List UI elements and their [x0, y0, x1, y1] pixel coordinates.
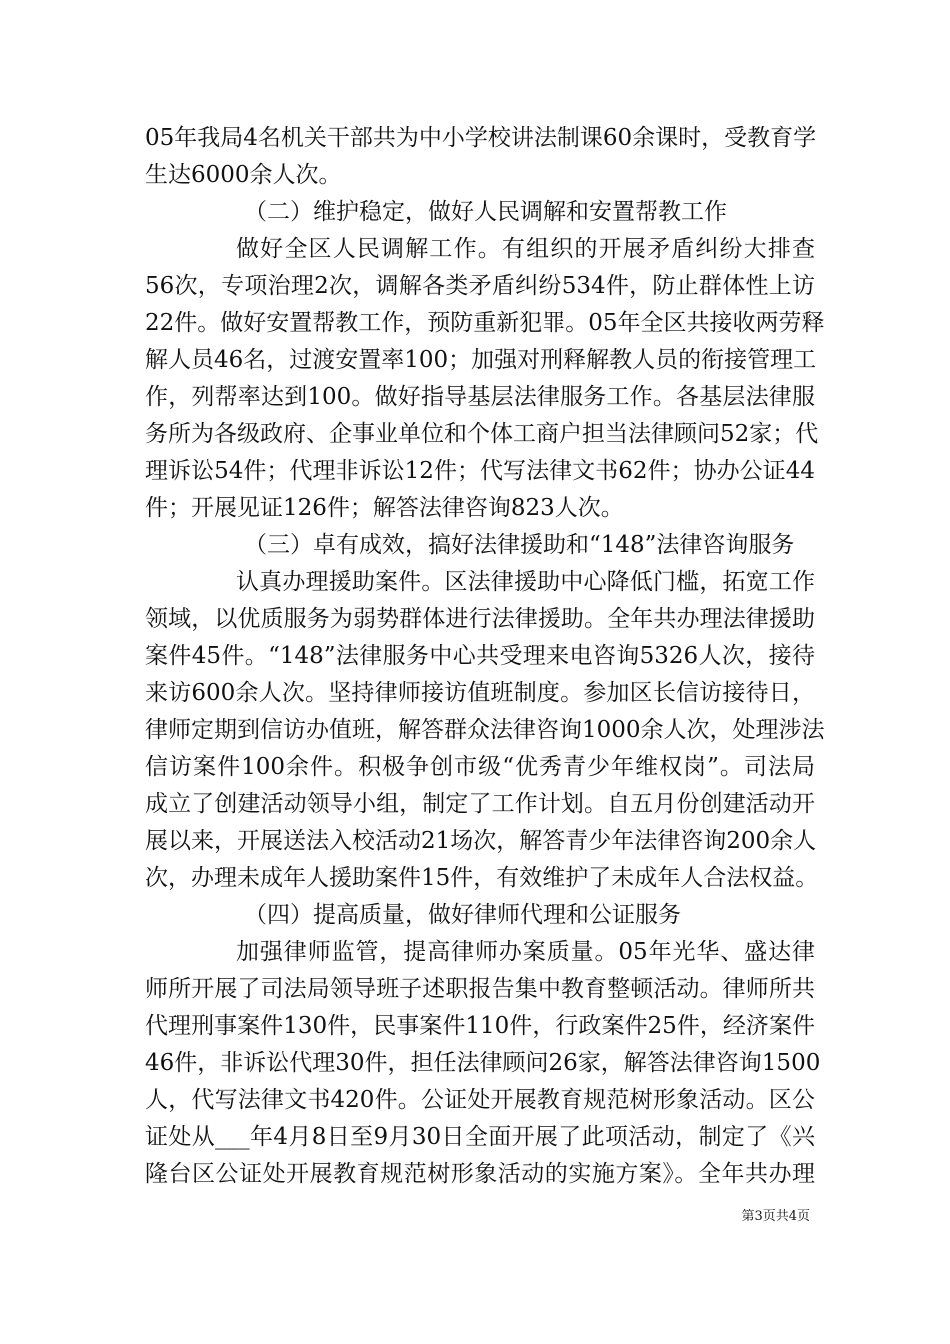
body-text-line: 56次，专项治理2次，调解各类矛盾纠纷534件，防止群体性上访 [145, 273, 815, 299]
body-text-line: 人，代写法律文书420件。公证处开展教育规范树形象活动。区公 [145, 1087, 815, 1113]
body-text-line: 加强律师监管，提高律师办案质量。05年光华、盛达律 [236, 939, 815, 965]
body-text-line: 件；开展见证126件；解答法律咨询823人次。 [145, 495, 624, 521]
section-heading: （二）维护稳定，做好人民调解和安置帮教工作 [244, 199, 727, 225]
body-text-line: 信访案件100余件。积极争创市级“优秀青少年维权岗”。司法局 [145, 754, 815, 780]
body-text-line: 成立了创建活动领导小组，制定了工作计划。自五月份创建活动开 [145, 791, 815, 817]
body-text-line: 展以来，开展送法入校活动21场次，解答青少年法律咨询200余人 [145, 828, 817, 854]
body-text-line: 05年我局4名机关干部共为中小学校讲法制课60余课时，受教育学 [145, 125, 817, 151]
body-text-line: 生达6000余人次。 [145, 162, 342, 188]
body-text-line: 次，办理未成年人援助案件15件，有效维护了未成年人合法权益。 [145, 865, 819, 891]
body-text-line: 隆台区公证处开展教育规范树形象活动的实施方案》。全年共办理 [145, 1161, 815, 1187]
body-text-line: 解人员46名，过渡安置率100；加强对刑释解教人员的衔接管理工 [145, 347, 817, 373]
body-text-line: 22件。做好安置帮教工作，预防重新犯罪。05年全区共接收两劳释 [145, 310, 825, 336]
section-heading: （四）提高质量，做好律师代理和公证服务 [244, 902, 681, 928]
body-text-line: 做好全区人民调解工作。有组织的开展矛盾纠纷大排查 [236, 236, 815, 262]
body-text-line: 代理刑事案件130件，民事案件110件，行政案件25件，经济案件 [145, 1013, 815, 1039]
body-text-line: 46件，非诉讼代理30件，担任法律顾问26家，解答法律咨询1500 [145, 1050, 821, 1076]
body-text-line: 认真办理援助案件。区法律援助中心降低门槛，拓宽工作 [236, 569, 815, 595]
body-text-line: 律师定期到信访办值班，解答群众法律咨询1000余人次，处理涉法 [145, 717, 825, 743]
body-text-line: 理诉讼54件；代理非诉讼12件；代写法律文书62件；协办公证44 [145, 458, 815, 484]
page-number: 第3页共4页 [741, 1209, 810, 1224]
body-text-line: 务所为各级政府、企事业单位和个体工商户担当法律顾问52家；代 [145, 421, 819, 447]
body-text-line: 证处从___年4月8日至9月30日全面开展了此项活动，制定了《兴 [145, 1124, 815, 1150]
section-heading: （三）卓有成效，搞好法律援助和“148”法律咨询服务 [244, 532, 795, 558]
body-text-line: 师所开展了司法局领导班子述职报告集中教育整顿活动。律师所共 [145, 976, 815, 1002]
body-text-line: 作，列帮率达到100。做好指导基层法律服务工作。各基层法律服 [145, 384, 815, 410]
body-text-line: 案件45件。“148”法律服务中心共受理来电咨询5326人次，接待 [145, 643, 815, 669]
body-text-line: 来访600余人次。坚持律师接访值班制度。参加区长信访接待日， [145, 680, 815, 706]
body-text-line: 领域，以优质服务为弱势群体进行法律援助。全年共办理法律援助 [145, 606, 815, 632]
